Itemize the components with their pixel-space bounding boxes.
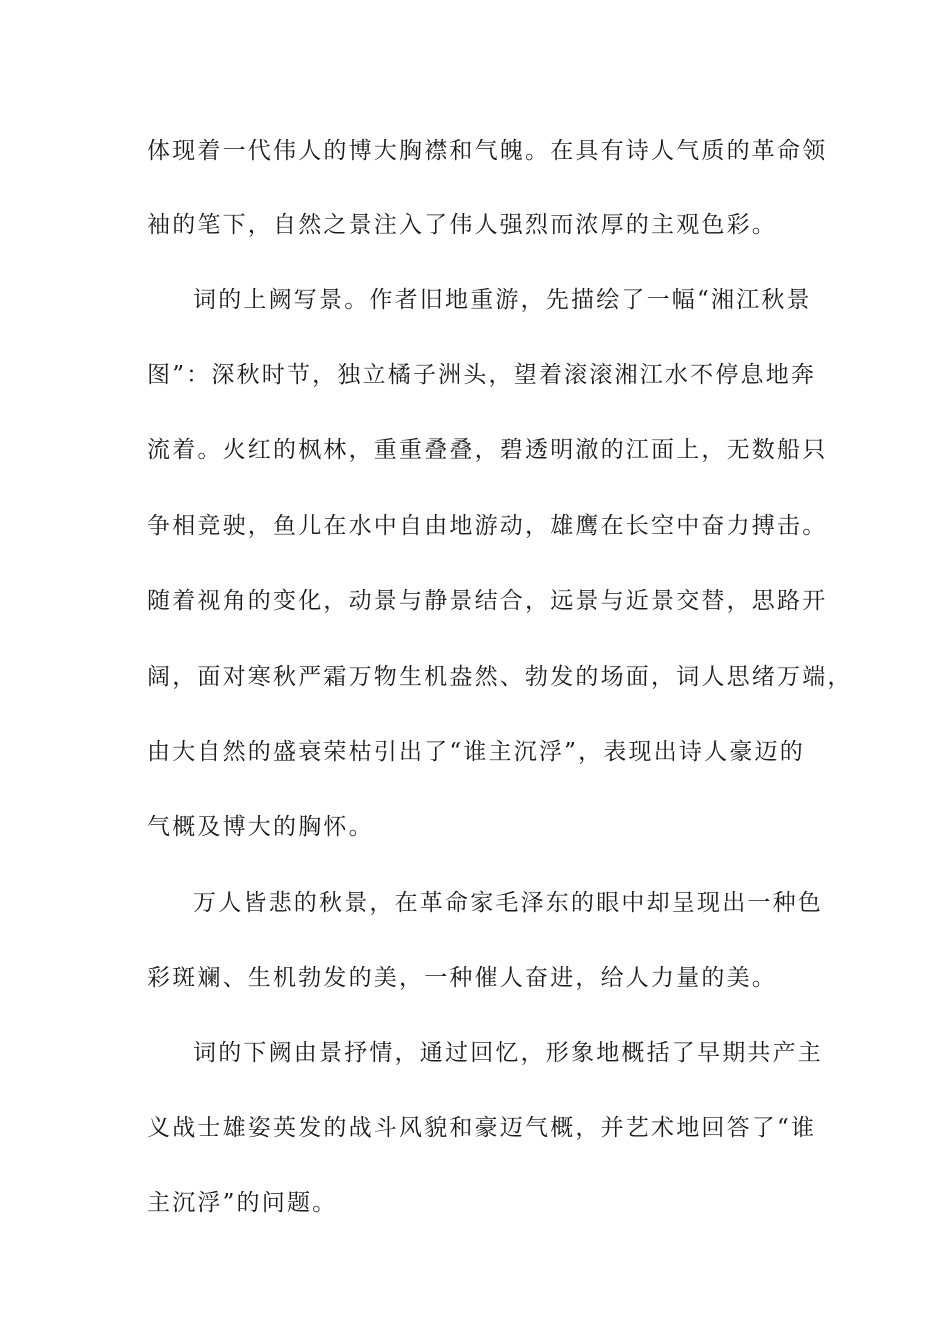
text-line: 义战士雄姿英发的战斗风貌和豪迈气概，并艺术地回答了“谁 [147,1115,817,1141]
text-line: 袖的笔下，自然之景注入了伟人强烈而浓厚的主观色彩。 [147,212,777,238]
text-line: 图”：深秋时节，独立橘子洲头，望着滚滚湘江水不停息地奔 [147,362,817,388]
text-line: 主沉浮”的问题。 [147,1190,338,1216]
paragraph-first-line: 词的下阙由景抒情，通过回忆，形象地概括了早期共产主 [193,1040,823,1066]
text-line: 随着视角的变化，动景与静景结合，远景与近景交替，思路开 [147,588,828,614]
text-line: 气概及博大的胸怀。 [147,814,374,840]
text-line: 阔，面对寒秋严霜万物生机盎然、勃发的场面，词人思绪万端， [147,664,853,690]
paragraph-first-line: 万人皆悲的秋景，在革命家毛泽东的眼中却呈现出一种色 [193,890,823,916]
text-line: 由大自然的盛衰荣枯引出了“谁主沉浮”，表现出诗人豪迈的 [147,739,805,765]
text-line: 彩斑斓、生机勃发的美，一种催人奋进，给人力量的美。 [147,965,777,991]
text-line: 争相竞驶，鱼儿在水中自由地游动，雄鹰在长空中奋力搏击。 [147,513,828,539]
text-line: 流着。火红的枫林，重重叠叠，碧透明澈的江面上，无数船只 [147,437,828,463]
paragraph-first-line: 词的上阙写景。作者旧地重游，先描绘了一幅“湘江秋景 [193,287,812,313]
text-line: 体现着一代伟人的博大胸襟和气魄。在具有诗人气质的革命领 [147,138,828,164]
